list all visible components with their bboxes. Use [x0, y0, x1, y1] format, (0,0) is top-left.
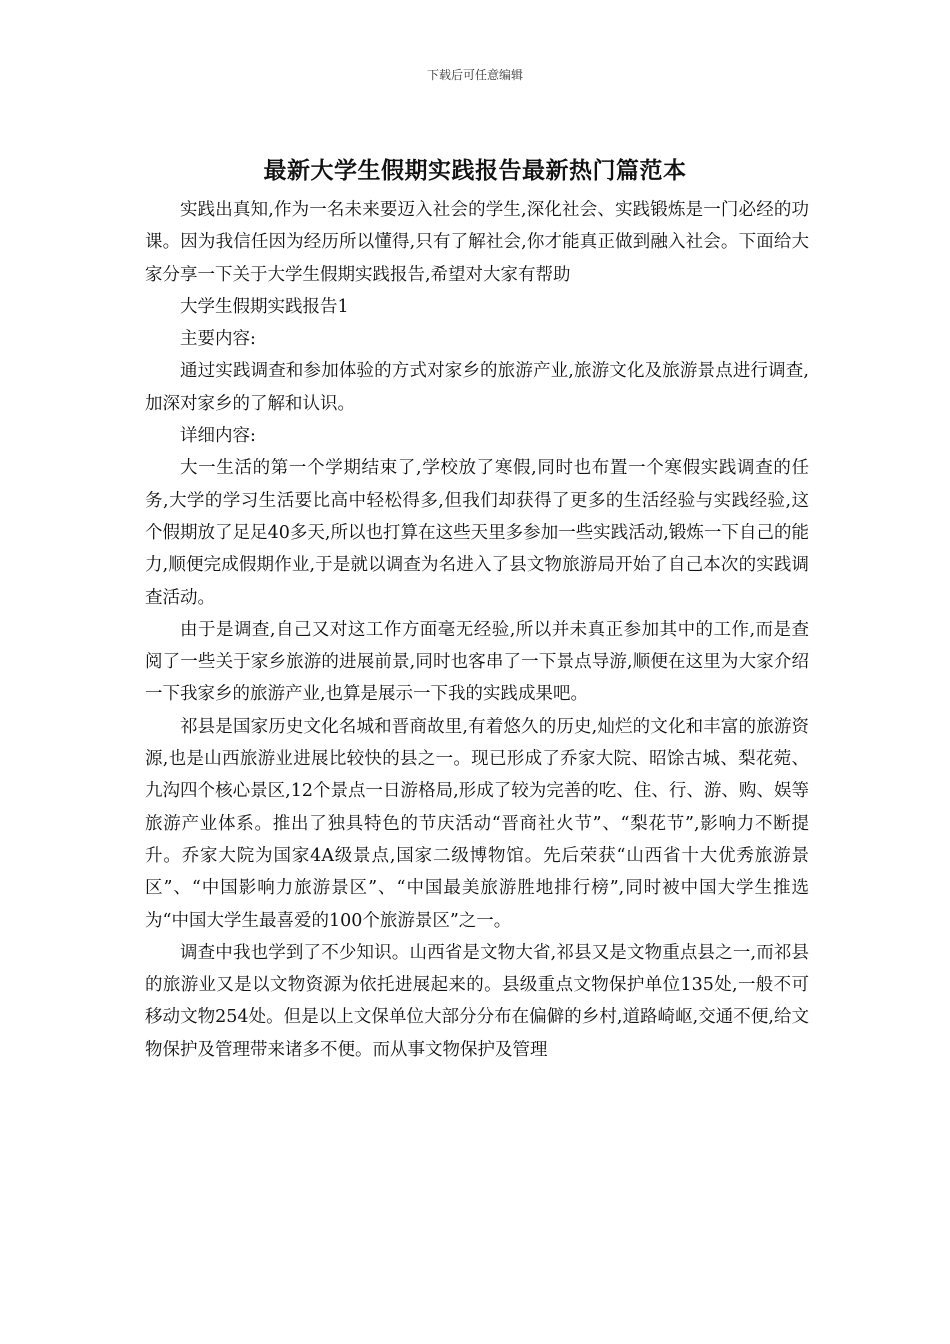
section-heading: 大学生假期实践报告1 — [180, 296, 349, 317]
paragraph: 由于是调查,自己又对这工作方面毫无经验,所以并未真正参加其中的工作,而是查阅了一些关于家乡旅游的进展前景,同时也客串了一下景点导游,顺便在这里为大家介绍一下我家乡的旅游产业,也算是展示一下我的实践成果吧。 — [145, 619, 809, 705]
paragraph: 调查中我也学到了不少知识。山西省是文物大省,祁县又是文物重点县之一,而祁县的旅游业又是以文物资源为依托进展起来的。县级重点文物保护单位135处,一般不可移动文物254处。但是以上文保单位大部分分布在偏僻的乡村,道路崎岖,交通不便,给文物保护及管理带来诸多不便。而从事文物保护及管理 — [145, 942, 809, 1060]
paragraph: 祁县是国家历史文化名城和晋商故里,有着悠久的历史,灿烂的文化和丰富的旅游资源,也是山西旅游业进展比较快的县之一。现已形成了乔家大院、昭馀古城、梨花菀、九沟四个核心景区,12个景点一日游格局,形成了较为完善的吃、住、行、游、购、娱等旅游产业体系。推出了独具特色的节庆活动“晋商社火节”、“梨花节”,影响力不断提升。乔家大院为国家4A级景点,国家二级博物馆。先后荣获“山西省十大优秀旅游景区”、“中国影响力旅游景区”、“中国最美旅游胜地排行榜”,同时被中国大学生推选为“中国大学生最喜爱的100个旅游景区”之一。 — [145, 716, 809, 931]
document-title: 最新大学生假期实践报告最新热门篇范本 — [263, 157, 687, 184]
document-body — [145, 194, 809, 1066]
section-label: 主要内容: — [180, 329, 256, 350]
paragraph: 大一生活的第一个学期结束了,学校放了寒假,同时也布置一个寒假实践调查的任务,大学的学习生活要比高中轻松得多,但我们却获得了更多的生活经验与实践经验,这个假期放了足足40多天,所以也打算在这些天里多参加一些实践活动,锻炼一下自己的能力,顺便完成假期作业,于是就以调查为名进入了县文物旅游局开始了自己本次的实践调查活动。 — [145, 458, 809, 608]
section-label: 详细内容: — [180, 426, 256, 447]
paragraph: 实践出真知,作为一名未来要迈入社会的学生,深化社会、实践锻炼是一门必经的功课。因为我信任因为经历所以懂得,只有了解社会,你才能真正做到融入社会。下面给大家分享一下关于大学生假期实践报告,希望对大家有帮助 — [145, 200, 809, 285]
paragraph: 通过实践调查和参加体验的方式对家乡的旅游产业,旅游文化及旅游景点进行调查,加深对家乡的了解和认识。 — [145, 361, 809, 414]
header-note: 下载后可任意编辑 — [426, 68, 523, 82]
